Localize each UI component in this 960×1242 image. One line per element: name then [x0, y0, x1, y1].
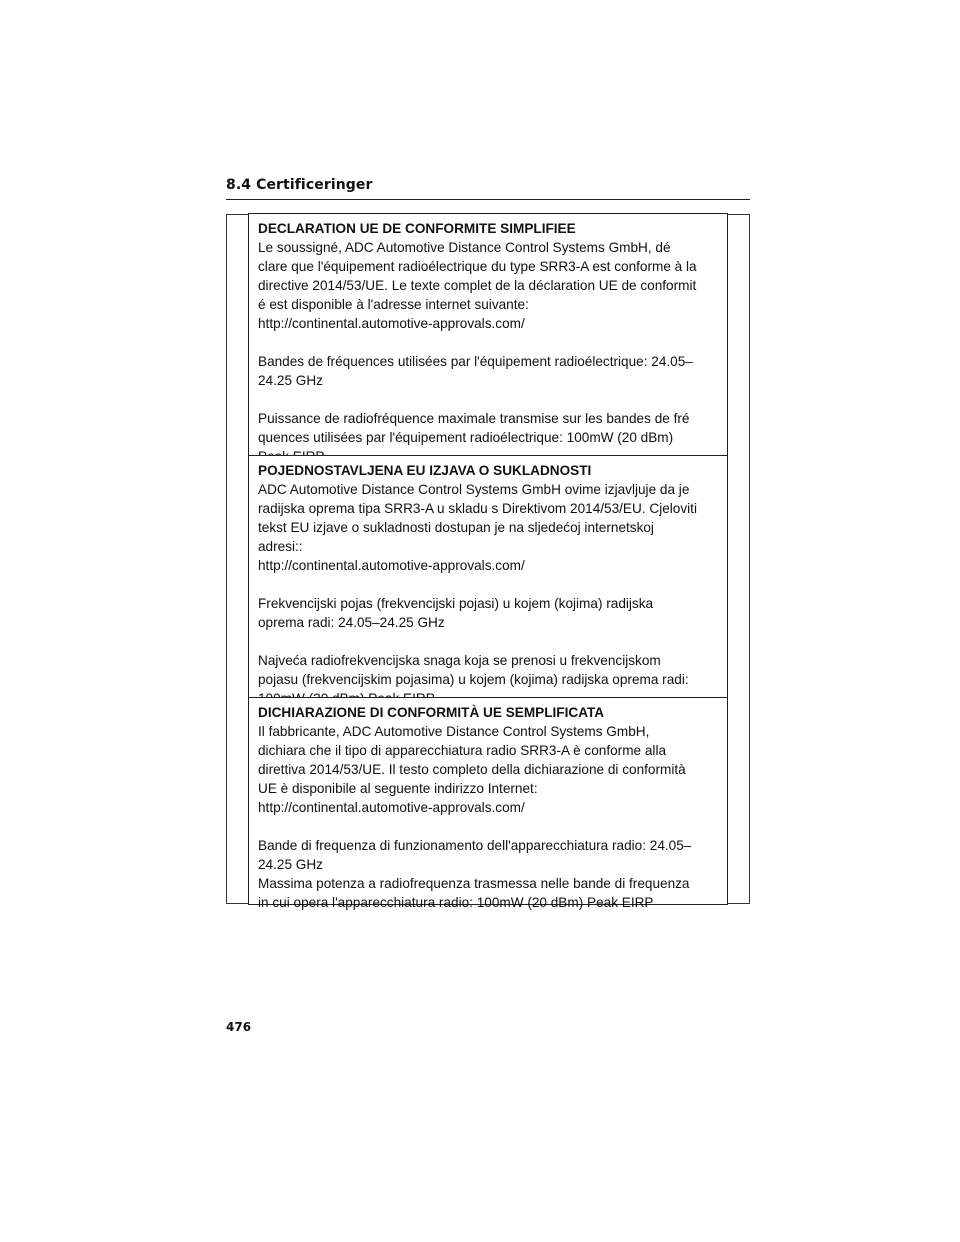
url-line: http://continental.automotive-approvals.com/	[258, 800, 525, 815]
section-title: 8.4 Certificeringer	[226, 177, 373, 193]
declaration-block-it	[248, 697, 728, 910]
text-line: 24.25 GHz	[258, 857, 323, 872]
text-line: 24.25 GHz	[258, 373, 323, 388]
block-heading: POJEDNOSTAVLJENA EU IZJAVA O SUKLADNOSTI	[258, 463, 592, 478]
text-line: dichiara che il tipo di apparecchiatura radio SRR3-A è conforme alla	[258, 743, 667, 758]
text-line: pojasu (frekvencijskim pojasima) u kojem (kojima) radijska oprema radi:	[258, 672, 689, 687]
page-number: 476	[226, 1020, 252, 1034]
text-line: oprema radi: 24.05–24.25 GHz	[258, 615, 445, 630]
text-line: in cui opera l'apparecchiatura radio: 100mW (20 dBm) Peak EIRP	[258, 895, 654, 910]
text-line: direttiva 2014/53/UE. Il testo completo della dichiarazione di conformità	[258, 762, 686, 777]
text-line: radijska oprema tipa SRR3-A u skladu s Direktivom 2014/53/EU. Cjeloviti	[258, 501, 697, 516]
block-heading: DECLARATION UE DE CONFORMITE SIMPLIFIEE	[258, 221, 576, 236]
text-line: UE è disponibile al seguente indirizzo Internet:	[258, 781, 538, 796]
url-line: http://continental.automotive-approvals.com/	[258, 558, 525, 573]
declaration-block-fr	[248, 213, 728, 457]
declaration-block-hr	[248, 455, 728, 699]
text-line: Bandes de fréquences utilisées par l'équipement radioélectrique: 24.05–	[258, 354, 693, 369]
section-header	[226, 176, 750, 200]
text-line: Il fabbricante, ADC Automotive Distance Control Systems GmbH,	[258, 724, 650, 739]
text-line: clare que l'équipement radioélectrique du type SRR3-A est conforme à la	[258, 259, 697, 274]
text-line: directive 2014/53/UE. Le texte complet de la déclaration UE de conformit	[258, 278, 697, 293]
text-line: Najveća radiofrekvencijska snaga koja se prenosi u frekvencijskom	[258, 653, 661, 668]
text-line: Puissance de radiofréquence maximale transmise sur les bandes de fré	[258, 411, 690, 426]
text-line: quences utilisées par l'équipement radioélectrique: 100mW (20 dBm)	[258, 430, 674, 445]
block-paragraph	[258, 836, 719, 912]
block-paragraph	[258, 352, 719, 390]
text-line: é est disponible à l'adresse internet suivante:	[258, 297, 529, 312]
text-line: ADC Automotive Distance Control Systems GmbH ovime izjavljuje da je	[258, 482, 690, 497]
block-paragraph	[258, 722, 719, 817]
text-line: Le soussigné, ADC Automotive Distance Control Systems GmbH, dé	[258, 240, 671, 255]
block-paragraph	[258, 238, 719, 333]
block-paragraph	[258, 480, 719, 575]
block-paragraph	[258, 594, 719, 632]
text-line: Frekvencijski pojas (frekvencijski pojasi) u kojem (kojima) radijska	[258, 596, 654, 611]
block-heading: DICHIARAZIONE DI CONFORMITÀ UE SEMPLIFICATA	[258, 705, 605, 720]
text-line: Massima potenza a radiofrequenza trasmessa nelle bande di frequenza	[258, 876, 690, 891]
text-line: adresi::	[258, 539, 303, 554]
text-line: tekst EU izjave o sukladnosti dostupan je na sljedećoj internetskoj	[258, 520, 654, 535]
url-line: http://continental.automotive-approvals.com/	[258, 316, 525, 331]
text-line: Bande di frequenza di funzionamento dell'apparecchiatura radio: 24.05–	[258, 838, 692, 853]
